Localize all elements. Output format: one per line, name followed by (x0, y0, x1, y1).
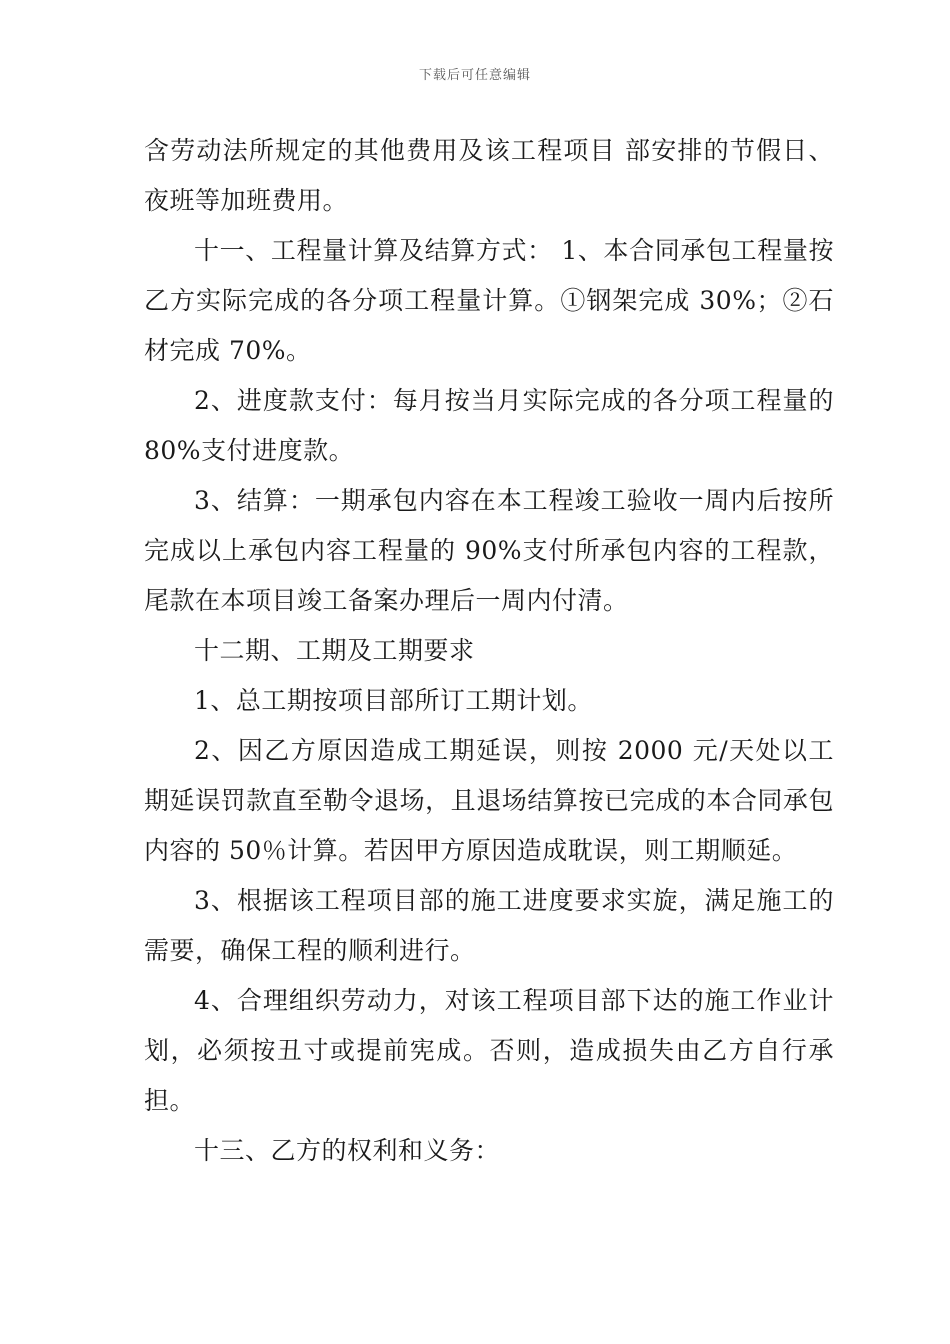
paragraph: 2、进度款支付：每月按当月实际完成的各分项工程量的 80%支付进度款。 (144, 386, 834, 465)
paragraph: 3、结算：一期承包内容在本工程竣工验收一周内后按所完成以上承包内容工程量的 90%支付所承包内容的工程款，尾款在本项目竣工备案办理后一周内付清。 (144, 486, 834, 615)
page-header: 下载后可任意编辑 (418, 68, 531, 83)
paragraph: 4、合理组织劳动力，对该工程项目部下达的施工作业计划，必须按丑寸或提前宪成。否则，造成损失由乙方自行承担。 (144, 986, 834, 1115)
paragraph: 1、总工期按项目部所订工期计划。 (194, 686, 593, 715)
paragraph: 3、根据该工程项目部的施工进度要求实旋，满足施工的需要，确保工程的顺利进行。 (144, 886, 834, 965)
section-heading: 十二期、工期及工期要求 (194, 636, 475, 665)
document-body (144, 126, 834, 1176)
paragraph: 十一、工程量计算及结算方式： 1、本合同承包工程量按乙方实际完成的各分项工程量计算。①钢架完成 30%；②石材完成 70%。 (144, 236, 834, 365)
section-heading: 十三、乙方的权利和义务： (194, 1136, 501, 1165)
paragraph: 含劳动法所规定的其他费用及该工程项目 部安排的节假日、夜班等加班费用。 (144, 136, 834, 215)
paragraph: 2、因乙方原因造成工期延误，则按 2000 元/天处以工期延误罚款直至勒令退场，且退场结算按已完成的本合同承包内容的 50％计算。若因甲方原因造成耽误，则工期顺延。 (144, 736, 834, 865)
